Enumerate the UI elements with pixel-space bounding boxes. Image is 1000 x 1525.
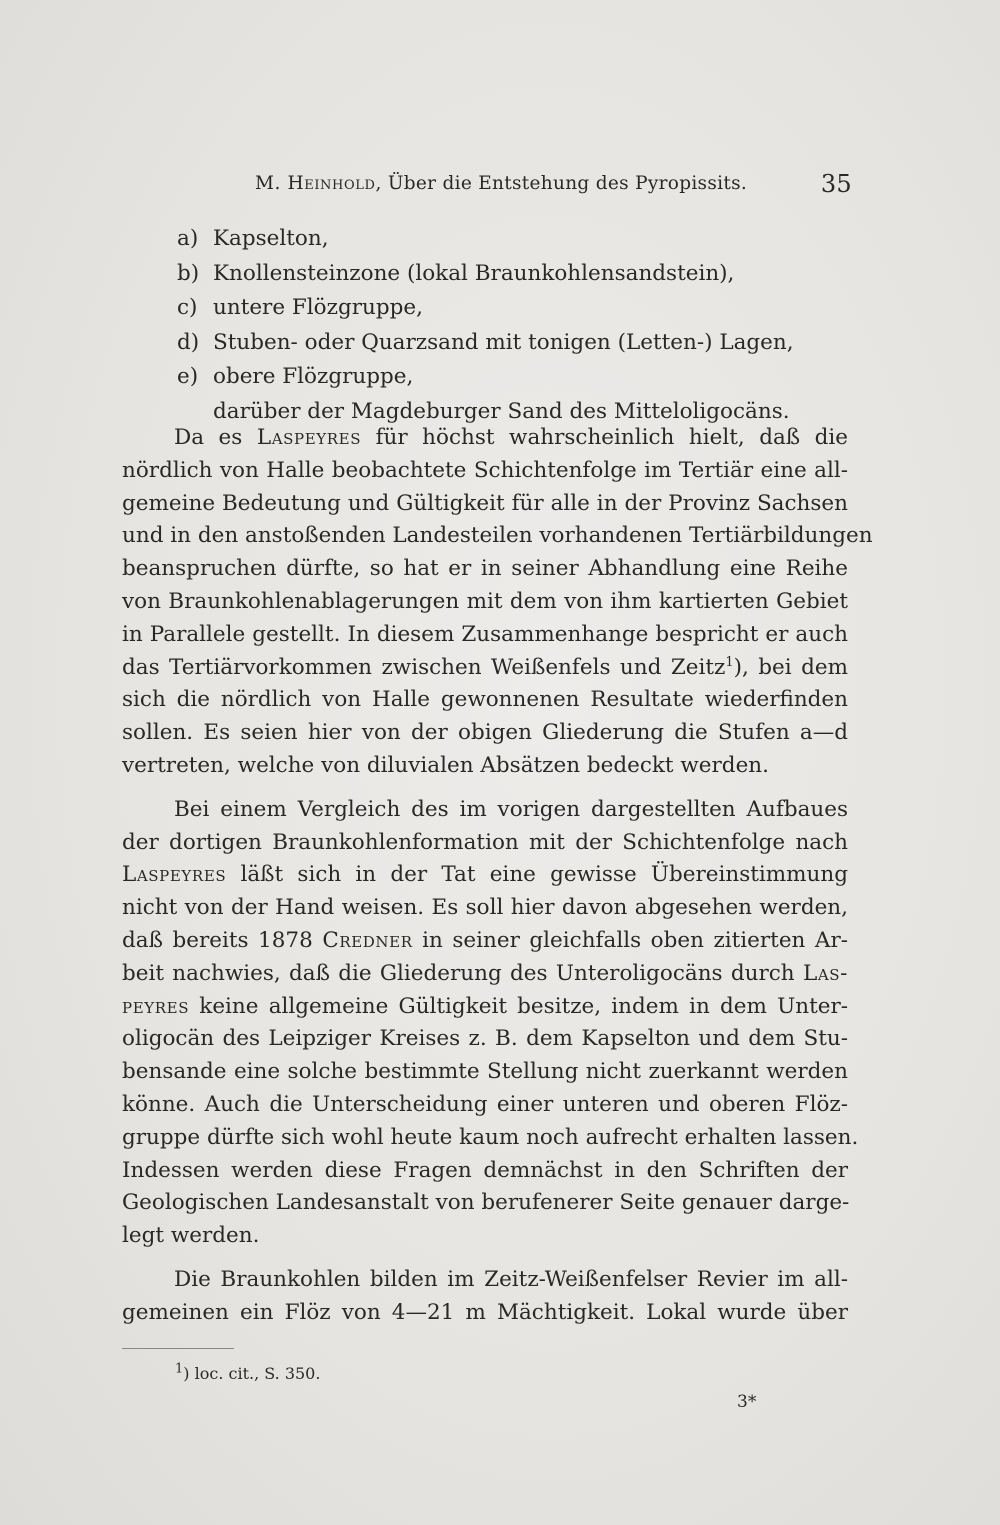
header-author: M. Heinhold <box>255 173 376 194</box>
text-run: ), bei dem <box>733 654 848 680</box>
text-line <box>122 991 848 1024</box>
text-line <box>122 717 848 750</box>
list-item-marker: a) <box>177 226 199 251</box>
text-run: nördlich von Halle beobachtete Schichtenfolge im Tertiär eine all- <box>122 457 848 483</box>
author-name: peyres <box>122 993 190 1019</box>
author-name: Las- <box>802 960 848 986</box>
text-line <box>122 1155 848 1188</box>
text-line <box>122 1122 859 1155</box>
text-line <box>122 619 848 652</box>
list-item-marker: b) <box>177 260 200 286</box>
text-run: und in den anstoßenden Landesteilen vorhandenen Tertiärbildungen <box>122 523 873 549</box>
text-run: gemeine Bedeutung und Gültigkeit für alle in der Provinz Sachsen <box>122 490 848 516</box>
list-item-marker: d) <box>177 329 200 355</box>
page-number: 35 <box>820 170 852 198</box>
text-line <box>122 1264 848 1297</box>
list-item <box>177 326 794 361</box>
text-line <box>122 750 848 783</box>
text-run: in seiner gleichfalls oben zitierten Ar- <box>412 927 848 953</box>
text-line <box>122 1089 848 1122</box>
paragraph <box>122 794 859 1253</box>
text-run: Da es <box>174 425 257 450</box>
text-run: bensande eine solche bestimmte Stellung nicht zuerkannt werden <box>122 1059 848 1085</box>
running-title <box>255 173 747 194</box>
text-run: nicht von der Hand weisen. Es soll hier davon abgesehen werden, <box>122 895 848 921</box>
text-run: der dortigen Braunkohlenformation mit der Schichtenfolge nach <box>122 829 848 855</box>
text-line <box>122 892 848 925</box>
list-item <box>177 257 794 292</box>
paragraph-gap <box>122 1253 848 1264</box>
text-run: beanspruchen dürfte, so hat er in seiner Abhandlung eine Reihe <box>122 556 848 582</box>
author-name: Credner <box>322 927 413 953</box>
text-run: gruppe dürfte sich wohl heute kaum noch aufrecht erhalten lassen. <box>122 1124 859 1150</box>
stratigraphy-list <box>177 222 794 429</box>
text-run: oligocän des Leipziger Kreises z. B. dem Kapselton und dem Stu- <box>122 1026 848 1052</box>
list-item-text: Stuben- oder Quarzsand mit tonigen (Letten-) Lagen, <box>213 329 794 355</box>
text-line <box>122 422 848 455</box>
list-item-text: Kapselton, <box>213 226 329 251</box>
text-line <box>122 925 848 958</box>
text-run: keine allgemeine Gültigkeit besitze, indem in dem Unter- <box>189 993 848 1019</box>
footnote <box>175 1361 321 1383</box>
list-item-marker: c) <box>177 295 198 320</box>
text-run: Indessen werden diese Fragen demnächst in den Schriften der <box>122 1157 848 1183</box>
author-name: Laspeyres <box>122 862 227 888</box>
list-item <box>177 360 794 395</box>
footnote-reference: 1 <box>725 654 734 670</box>
text-run: von Braunkohlenablagerungen mit dem von ihm kartierten Gebiet <box>122 588 848 614</box>
text-line <box>122 488 848 521</box>
list-item <box>177 222 794 257</box>
signature-mark: 3* <box>737 1392 757 1412</box>
list-item-text: Knollensteinzone (lokal Braunkohlensandstein), <box>213 260 735 286</box>
body-text <box>122 422 873 1330</box>
text-line <box>122 586 848 619</box>
footnote-marker: 1 <box>175 1361 184 1377</box>
text-run: Die Braunkohlen bilden im Zeitz-Weißenfelser Revier im all- <box>174 1266 848 1292</box>
text-run: könne. Auch die Unterscheidung einer unteren und oberen Flöz- <box>122 1091 848 1117</box>
paragraph <box>122 1264 848 1330</box>
text-line <box>122 652 848 685</box>
text-line <box>122 1297 848 1330</box>
text-run: vertreten, welche von diluvialen Absätzen bedeckt werden. <box>122 752 769 778</box>
list-item-marker: e) <box>177 364 199 389</box>
text-run: Geologischen Landesanstalt von berufenerer Seite genauer darge- <box>122 1190 850 1216</box>
text-run: sollen. Es seien hier von der obigen Gliederung die Stufen a—d <box>122 720 848 746</box>
text-line <box>122 1023 848 1056</box>
text-line <box>122 553 848 586</box>
running-header <box>120 170 852 200</box>
text-line <box>122 684 848 717</box>
footnote-rule <box>122 1348 234 1349</box>
author-name: Laspeyres <box>256 425 362 450</box>
text-run: legt werden. <box>122 1223 260 1249</box>
text-run: sich die nördlich von Halle gewonnenen Resultate wiederfinden <box>122 687 848 713</box>
text-run: in Parallele gestellt. In diesem Zusammenhange bespricht er auch <box>122 621 848 647</box>
text-line <box>122 794 848 827</box>
text-run: Bei einem Vergleich des im vorigen dargestellten Aufbaues <box>174 796 848 822</box>
text-line <box>122 1220 848 1253</box>
text-line <box>122 1056 848 1089</box>
text-line <box>122 520 873 553</box>
paragraph <box>122 422 873 783</box>
list-continuation: darüber der Magdeburger Sand des Mitteloligocäns. <box>213 398 790 424</box>
list-item-text: untere Flözgruppe, <box>213 295 423 320</box>
list-item-text: obere Flözgruppe, <box>213 364 414 389</box>
text-line <box>122 455 848 488</box>
text-run: beit nachwies, daß die Gliederung des Unteroligocäns durch <box>122 960 803 986</box>
text-run: für höchst wahrscheinlich hielt, daß die <box>361 425 848 450</box>
text-line <box>122 1187 848 1220</box>
text-line <box>122 859 848 892</box>
text-run: läßt sich in der Tat eine gewisse Übereinstimmung <box>226 862 848 888</box>
text-run: daß bereits 1878 <box>122 927 323 953</box>
paragraph-gap <box>122 783 848 794</box>
text-run: gemeinen ein Flöz von 4—21 m Mächtigkeit. Lokal wurde über <box>122 1299 848 1325</box>
header-title: , Über die Entstehung des Pyropissits. <box>375 173 748 194</box>
text-run: das Tertiärvorkommen zwischen Weißenfels und Zeitz <box>122 654 726 680</box>
list-item <box>177 291 794 326</box>
text-line <box>122 827 848 860</box>
text-line <box>122 958 848 991</box>
footnote-text: ) loc. cit., S. 350. <box>183 1364 321 1383</box>
